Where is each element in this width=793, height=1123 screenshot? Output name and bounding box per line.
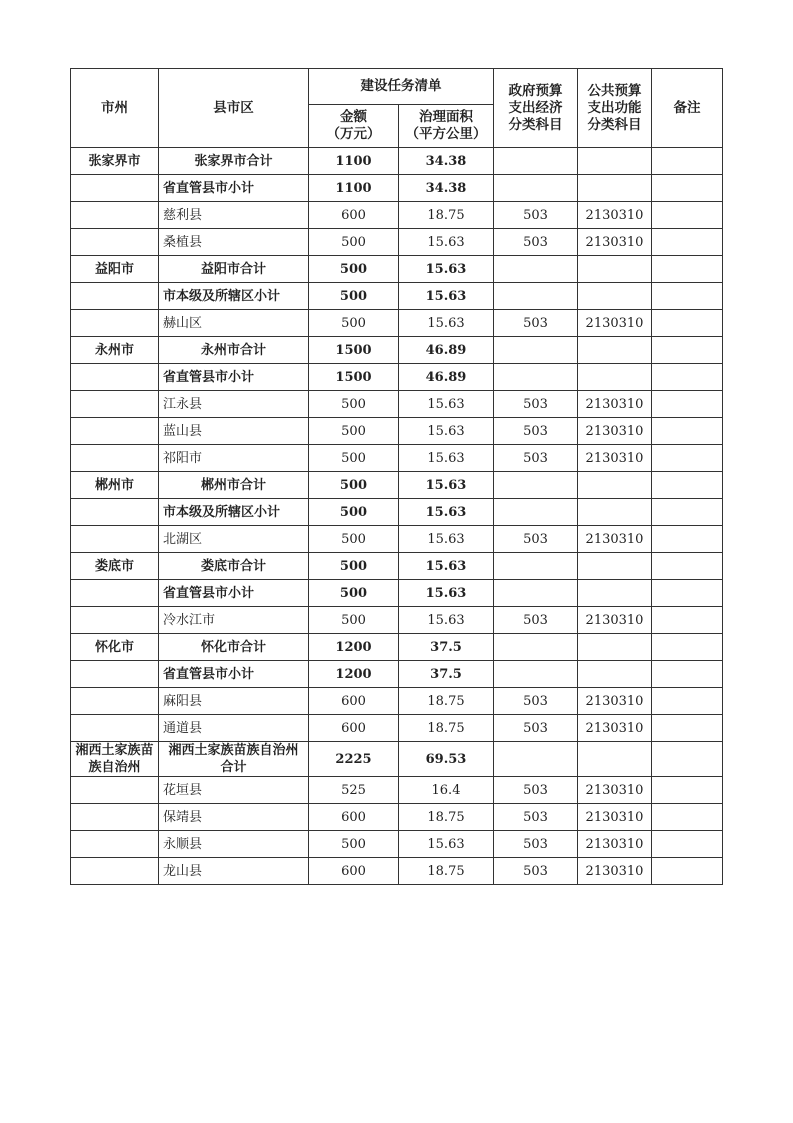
amount-cell: 500: [309, 391, 399, 418]
table-row-sub: [71, 580, 723, 607]
county-cell: 省直管县市小计: [159, 364, 309, 391]
remark-cell: [652, 607, 723, 634]
city-cell: [71, 688, 159, 715]
econ-class-cell: [494, 283, 578, 310]
county-cell: 永州市合计: [159, 337, 309, 364]
econ-class-cell: [494, 742, 578, 777]
county-cell: 花垣县: [159, 777, 309, 804]
county-cell: 祁阳市: [159, 445, 309, 472]
county-cell: 张家界市合计: [159, 148, 309, 175]
amount-cell: 600: [309, 715, 399, 742]
econ-class-cell: 503: [494, 310, 578, 337]
city-cell: 怀化市: [71, 634, 159, 661]
table-row-item: [71, 391, 723, 418]
econ-class-cell: 503: [494, 777, 578, 804]
amount-cell: 600: [309, 858, 399, 885]
county-cell: 娄底市合计: [159, 553, 309, 580]
amount-cell: 600: [309, 688, 399, 715]
econ-class-cell: [494, 148, 578, 175]
func-class-cell: 2130310: [578, 858, 652, 885]
func-class-cell: 2130310: [578, 777, 652, 804]
amount-cell: 1100: [309, 148, 399, 175]
amount-cell: 1500: [309, 364, 399, 391]
remark-cell: [652, 472, 723, 499]
table-row-item: [71, 202, 723, 229]
func-class-cell: [578, 175, 652, 202]
table-row-sub: [71, 364, 723, 391]
table-row-item: [71, 445, 723, 472]
area-cell: 15.63: [399, 553, 494, 580]
area-cell: 15.63: [399, 283, 494, 310]
econ-class-cell: 503: [494, 445, 578, 472]
area-cell: 37.5: [399, 661, 494, 688]
area-cell: 16.4: [399, 777, 494, 804]
county-cell: 江永县: [159, 391, 309, 418]
amount-cell: 500: [309, 580, 399, 607]
county-cell: 省直管县市小计: [159, 661, 309, 688]
city-cell: [71, 283, 159, 310]
func-class-cell: 2130310: [578, 607, 652, 634]
area-cell: 46.89: [399, 364, 494, 391]
func-class-cell: 2130310: [578, 391, 652, 418]
amount-cell: 500: [309, 607, 399, 634]
table-row-total: [71, 148, 723, 175]
econ-class-cell: [494, 175, 578, 202]
remark-cell: [652, 634, 723, 661]
remark-cell: [652, 580, 723, 607]
amount-cell: 1200: [309, 634, 399, 661]
county-cell: 冷水江市: [159, 607, 309, 634]
remark-cell: [652, 256, 723, 283]
area-cell: 15.63: [399, 526, 494, 553]
amount-cell: 500: [309, 472, 399, 499]
remark-cell: [652, 661, 723, 688]
econ-class-cell: [494, 364, 578, 391]
area-cell: 15.63: [399, 391, 494, 418]
city-cell: [71, 310, 159, 337]
econ-class-cell: [494, 634, 578, 661]
area-cell: 18.75: [399, 715, 494, 742]
table-row-total: [71, 742, 723, 777]
remark-cell: [652, 831, 723, 858]
area-cell: 15.63: [399, 607, 494, 634]
amount-cell: 1500: [309, 337, 399, 364]
econ-class-cell: 503: [494, 831, 578, 858]
amount-cell: 500: [309, 310, 399, 337]
amount-cell: 500: [309, 499, 399, 526]
county-cell: 湘西土家族苗族自治州合计: [159, 742, 309, 777]
county-cell: 通道县: [159, 715, 309, 742]
econ-class-cell: 503: [494, 526, 578, 553]
table-row-item: [71, 777, 723, 804]
city-cell: [71, 175, 159, 202]
func-class-cell: 2130310: [578, 804, 652, 831]
county-cell: 蓝山县: [159, 418, 309, 445]
county-cell: 保靖县: [159, 804, 309, 831]
city-cell: [71, 499, 159, 526]
city-cell: 张家界市: [71, 148, 159, 175]
header-task-list: 建设任务清单: [309, 69, 494, 105]
func-class-cell: [578, 634, 652, 661]
remark-cell: [652, 283, 723, 310]
table-row-sub: [71, 283, 723, 310]
econ-class-cell: 503: [494, 688, 578, 715]
city-cell: 益阳市: [71, 256, 159, 283]
remark-cell: [652, 148, 723, 175]
city-cell: [71, 418, 159, 445]
area-cell: 15.63: [399, 472, 494, 499]
header-amount: 金额 （万元）: [309, 105, 399, 148]
area-cell: 15.63: [399, 831, 494, 858]
area-cell: 34.38: [399, 148, 494, 175]
func-class-cell: [578, 580, 652, 607]
table-row-item: [71, 858, 723, 885]
func-class-cell: [578, 661, 652, 688]
remark-cell: [652, 553, 723, 580]
econ-class-cell: [494, 661, 578, 688]
remark-cell: [652, 364, 723, 391]
amount-cell: 2225: [309, 742, 399, 777]
county-cell: 桑植县: [159, 229, 309, 256]
city-cell: [71, 661, 159, 688]
county-cell: 永顺县: [159, 831, 309, 858]
county-cell: 郴州市合计: [159, 472, 309, 499]
city-cell: 永州市: [71, 337, 159, 364]
remark-cell: [652, 499, 723, 526]
remark-cell: [652, 742, 723, 777]
econ-class-cell: 503: [494, 229, 578, 256]
econ-class-cell: 503: [494, 418, 578, 445]
func-class-cell: [578, 337, 652, 364]
city-cell: [71, 526, 159, 553]
city-cell: [71, 804, 159, 831]
amount-cell: 500: [309, 553, 399, 580]
func-class-cell: 2130310: [578, 310, 652, 337]
remark-cell: [652, 858, 723, 885]
area-cell: 15.63: [399, 499, 494, 526]
amount-cell: 500: [309, 418, 399, 445]
remark-cell: [652, 202, 723, 229]
func-class-cell: [578, 148, 652, 175]
econ-class-cell: [494, 580, 578, 607]
table-row-total: [71, 553, 723, 580]
header-area: 治理面积 （平方公里）: [399, 105, 494, 148]
county-cell: 龙山县: [159, 858, 309, 885]
func-class-cell: [578, 499, 652, 526]
table-row-item: [71, 688, 723, 715]
county-cell: 慈利县: [159, 202, 309, 229]
remark-cell: [652, 391, 723, 418]
area-cell: 18.75: [399, 202, 494, 229]
city-cell: [71, 777, 159, 804]
amount-cell: 500: [309, 283, 399, 310]
county-cell: 市本级及所辖区小计: [159, 499, 309, 526]
func-class-cell: 2130310: [578, 202, 652, 229]
amount-cell: 500: [309, 229, 399, 256]
county-cell: 赫山区: [159, 310, 309, 337]
econ-class-cell: 503: [494, 607, 578, 634]
func-class-cell: 2130310: [578, 229, 652, 256]
area-cell: 15.63: [399, 418, 494, 445]
header-func-class: 公共预算 支出功能 分类科目: [578, 69, 652, 148]
remark-cell: [652, 337, 723, 364]
remark-cell: [652, 804, 723, 831]
remark-cell: [652, 526, 723, 553]
area-cell: 37.5: [399, 634, 494, 661]
econ-class-cell: 503: [494, 391, 578, 418]
table-row-sub: [71, 175, 723, 202]
city-cell: [71, 715, 159, 742]
econ-class-cell: [494, 256, 578, 283]
header-remark: 备注: [652, 69, 723, 148]
amount-cell: 1100: [309, 175, 399, 202]
table-row-sub: [71, 499, 723, 526]
area-cell: 18.75: [399, 858, 494, 885]
city-cell: [71, 202, 159, 229]
header-econ-class: 政府预算 支出经济 分类科目: [494, 69, 578, 148]
header-county: 县市区: [159, 69, 309, 148]
city-cell: [71, 858, 159, 885]
econ-class-cell: 503: [494, 202, 578, 229]
city-cell: [71, 580, 159, 607]
func-class-cell: [578, 283, 652, 310]
table-row-total: [71, 472, 723, 499]
area-cell: 46.89: [399, 337, 494, 364]
remark-cell: [652, 229, 723, 256]
area-cell: 34.38: [399, 175, 494, 202]
city-cell: [71, 364, 159, 391]
remark-cell: [652, 310, 723, 337]
econ-class-cell: [494, 337, 578, 364]
table-row-item: [71, 831, 723, 858]
table-row-item: [71, 310, 723, 337]
table-row-item: [71, 526, 723, 553]
remark-cell: [652, 175, 723, 202]
amount-cell: 500: [309, 831, 399, 858]
area-cell: 15.63: [399, 580, 494, 607]
func-class-cell: [578, 364, 652, 391]
func-class-cell: [578, 256, 652, 283]
amount-cell: 600: [309, 202, 399, 229]
county-cell: 省直管县市小计: [159, 580, 309, 607]
area-cell: 18.75: [399, 804, 494, 831]
area-cell: 69.53: [399, 742, 494, 777]
func-class-cell: 2130310: [578, 715, 652, 742]
area-cell: 15.63: [399, 229, 494, 256]
func-class-cell: 2130310: [578, 688, 652, 715]
area-cell: 15.63: [399, 310, 494, 337]
func-class-cell: 2130310: [578, 831, 652, 858]
econ-class-cell: [494, 499, 578, 526]
county-cell: 麻阳县: [159, 688, 309, 715]
city-cell: [71, 445, 159, 472]
county-cell: 益阳市合计: [159, 256, 309, 283]
area-cell: 15.63: [399, 256, 494, 283]
header-city: 市州: [71, 69, 159, 148]
city-cell: [71, 831, 159, 858]
func-class-cell: [578, 742, 652, 777]
table-row-item: [71, 804, 723, 831]
table-row-sub: [71, 661, 723, 688]
county-cell: 市本级及所辖区小计: [159, 283, 309, 310]
econ-class-cell: 503: [494, 858, 578, 885]
area-cell: 15.63: [399, 445, 494, 472]
remark-cell: [652, 445, 723, 472]
func-class-cell: 2130310: [578, 445, 652, 472]
table-row-total: [71, 634, 723, 661]
remark-cell: [652, 688, 723, 715]
remark-cell: [652, 418, 723, 445]
county-cell: 省直管县市小计: [159, 175, 309, 202]
func-class-cell: [578, 472, 652, 499]
table-row-total: [71, 256, 723, 283]
table-body: [71, 148, 723, 885]
city-cell: [71, 391, 159, 418]
amount-cell: 1200: [309, 661, 399, 688]
city-cell: [71, 607, 159, 634]
table-row-item: [71, 229, 723, 256]
county-cell: 北湖区: [159, 526, 309, 553]
func-class-cell: [578, 553, 652, 580]
county-cell: 怀化市合计: [159, 634, 309, 661]
func-class-cell: 2130310: [578, 526, 652, 553]
city-cell: [71, 229, 159, 256]
table-row-item: [71, 607, 723, 634]
table-row-item: [71, 418, 723, 445]
amount-cell: 600: [309, 804, 399, 831]
table-row-item: [71, 715, 723, 742]
econ-class-cell: 503: [494, 715, 578, 742]
area-cell: 18.75: [399, 688, 494, 715]
econ-class-cell: 503: [494, 804, 578, 831]
econ-class-cell: [494, 553, 578, 580]
remark-cell: [652, 777, 723, 804]
task-allocation-table: [70, 68, 723, 885]
amount-cell: 500: [309, 445, 399, 472]
city-cell: 湘西土家族苗族自治州: [71, 742, 159, 777]
amount-cell: 500: [309, 526, 399, 553]
econ-class-cell: [494, 472, 578, 499]
table-row-total: [71, 337, 723, 364]
amount-cell: 500: [309, 256, 399, 283]
func-class-cell: 2130310: [578, 418, 652, 445]
amount-cell: 525: [309, 777, 399, 804]
city-cell: 郴州市: [71, 472, 159, 499]
remark-cell: [652, 715, 723, 742]
city-cell: 娄底市: [71, 553, 159, 580]
